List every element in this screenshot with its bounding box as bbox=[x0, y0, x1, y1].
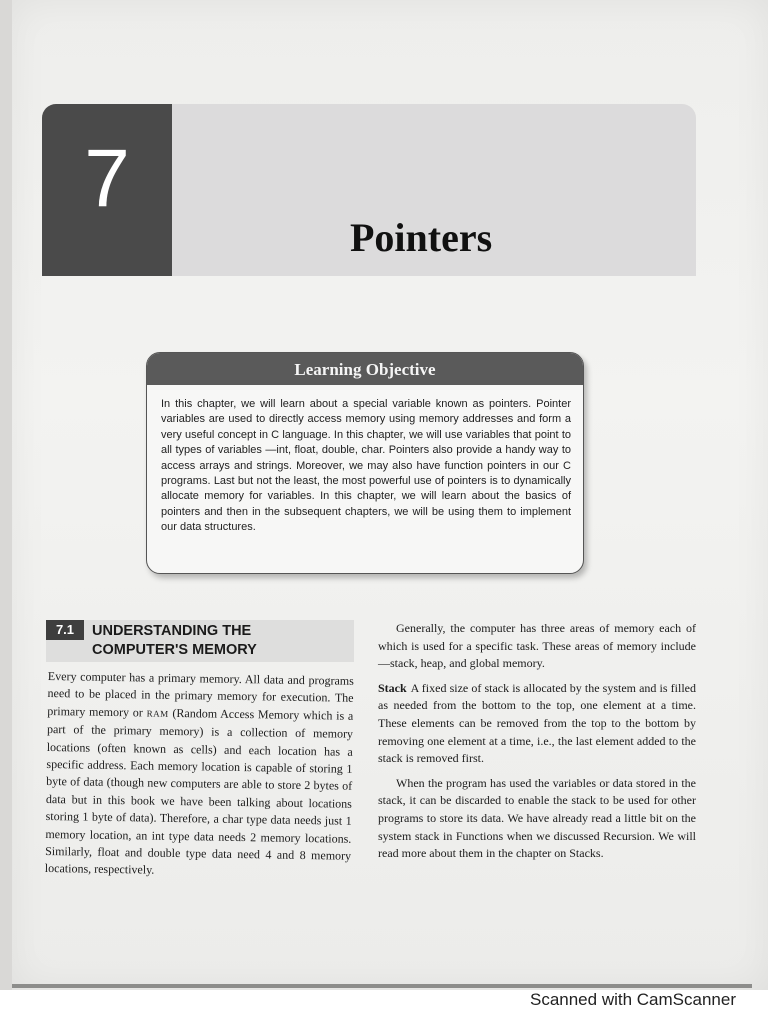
learning-objective-box bbox=[146, 352, 584, 574]
learning-objective-heading: Learning Objective bbox=[147, 353, 583, 385]
stack-run-in-heading: Stack bbox=[378, 680, 407, 695]
left-column bbox=[45, 668, 354, 883]
section-title bbox=[92, 622, 342, 660]
ram-abbreviation: RAM bbox=[146, 708, 169, 719]
memory-paragraph bbox=[45, 668, 354, 883]
chapter-number: 7 bbox=[84, 133, 130, 224]
chapter-title: Pointers bbox=[350, 215, 493, 260]
page-edge bbox=[12, 984, 752, 988]
memory-text-part1: Every computer has a primary memory. All data and programs need to be placed in the primary memory for execution. The primary memory or bbox=[47, 668, 354, 720]
section-title-line2: COMPUTER'S MEMORY bbox=[92, 642, 257, 658]
section-title-line1: UNDERSTANDING THE bbox=[92, 623, 252, 639]
memory-areas-paragraph: Generally, the computer has three areas of memory each of which is used for a specific task. These areas of memory include—stack, heap, and global memory. bbox=[378, 621, 696, 671]
camscanner-watermark: Scanned with CamScanner bbox=[529, 990, 736, 1009]
stack-discard-paragraph: When the program has used the variables or data stored in the stack, it can be discarded to enable the stack to be used for other programs to store its data. We have already read a little bit on the system stack in Functions when we discussed Recursion. We will read more about them in the chapter on Stacks. bbox=[378, 775, 696, 861]
learning-objective-text: In this chapter, we will learn about a special variable known as pointers. Pointer variables are used to directly access memory using memory addresses and form a very useful concept in C language. In this chapter, we will use variables that point to all types of variables —int, float, double, char. Pointers also provide a handy way to access arrays and strings. Moreover, we may also have function pointers in our C programs. Last but not the least, the most powerful use of pointers is to dynamically allocate memory for variables. In this chapter, we will learn about the basics of pointers and then in the subsequent chapters, we will be using them to implement our data structures. bbox=[161, 398, 571, 534]
stack-paragraph bbox=[378, 680, 696, 768]
right-column bbox=[378, 620, 696, 870]
stack-text: A fixed size of stack is allocated by the system and is filled as needed from the bottom to the top, one element at a time. These elements can be removed from the top to the bottom by removing one element at a time, i.e., the last element added to the stack is removed first. bbox=[378, 680, 696, 766]
section-number: 7.1 bbox=[46, 620, 84, 640]
memory-text-part2: (Random Access Memory which is a part of the primary memory) is a collection of memory locations (often known as cells) and each location has a specific address. Each memory location is capable of storing 1 byte of data (though new computers are able to store 2 bytes of data but in this book we have been talking about locations storing 1 byte of data). Therefore, a char type data needs just 1 memory location, an int type data needs 2 memory locations. Similarly, float and double type data need 4 and 8 memory locations, respectively. bbox=[44, 705, 354, 878]
